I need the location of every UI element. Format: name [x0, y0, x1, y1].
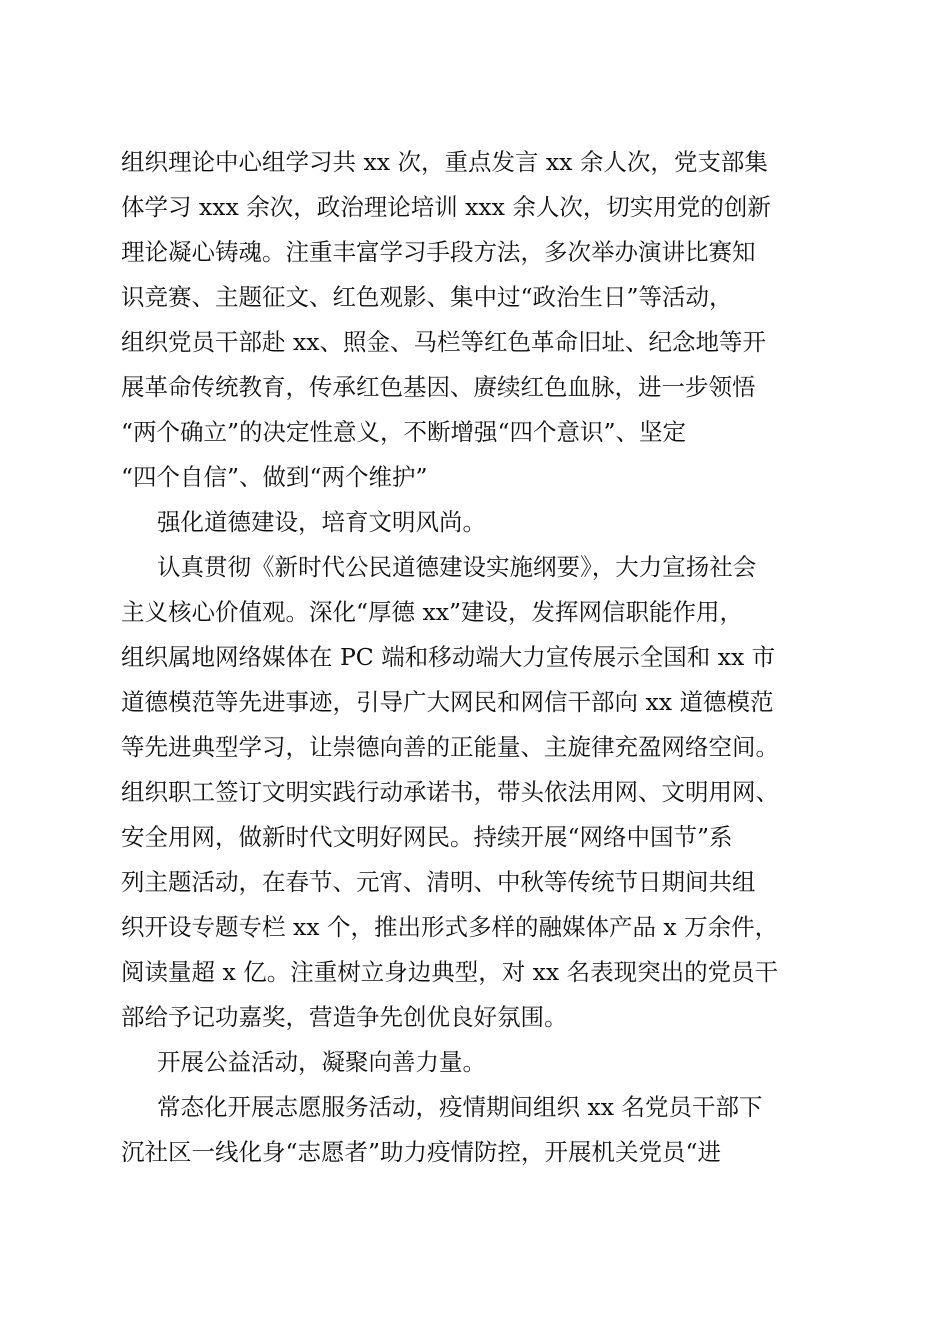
text-line: 阅读量超 x 亿。注重树立身边典型，对 xx 名表现突出的党员干 [121, 958, 779, 986]
text-line: 织开设专题专栏 xx 个，推出形式多样的融媒体产品 x 万余件， [121, 913, 779, 941]
text-line: 组织职工签订文明实践行动承诺书，带头依法用网、文明用网、 [121, 778, 779, 806]
text-line: 部给予记功嘉奖，营造争先创优良好氛围。 [121, 1003, 568, 1031]
paragraph-charity [121, 1085, 841, 1175]
heading-line: 开展公益活动，凝聚向善力量。 [157, 1048, 486, 1076]
text-line: 理论凝心铸魂。注重丰富学习手段方法，多次举办演讲比赛知 [121, 238, 756, 266]
text-line: 组织理论中心组学习共 xx 次，重点发言 xx 余人次，党支部集 [121, 148, 768, 176]
paragraph-theory-study [121, 140, 841, 500]
text-line: 等先进典型学习，让崇德向善的正能量、主旋律充盈网络空间。 [121, 733, 779, 761]
text-line: 列主题活动，在春节、元宵、清明、中秋等传统节日期间共组 [121, 868, 756, 896]
heading-line: 强化道德建设，培育文明风尚。 [157, 508, 486, 536]
text-line: 常态化开展志愿服务活动，疫情期间组织 xx 名党员干部下 [157, 1093, 763, 1121]
text-line: 组织党员干部赴 xx、照金、马栏等红色革命旧址、纪念地等开 [121, 328, 766, 356]
text-line: 展革命传统教育，传承红色基因、赓续红色血脉，进一步领悟 [121, 373, 756, 401]
text-line: 安全用网，做新时代文明好网民。持续开展“网络中国节”系 [121, 823, 733, 851]
document-body [121, 140, 841, 1175]
section-heading-morality [121, 500, 841, 545]
text-line: “四个自信”、做到“两个维护” [121, 463, 428, 491]
paragraph-morality [121, 545, 841, 1040]
text-line: 道德模范等先进事迹，引导广大网民和网信干部向 xx 道德模范 [121, 688, 774, 716]
section-heading-charity [121, 1040, 841, 1085]
text-line: “两个确立”的决定性意义，不断增强“四个意识”、坚定 [121, 418, 687, 446]
text-line: 沉社区一线化身“志愿者”助力疫情防控，开展机关党员“进 [121, 1138, 722, 1166]
text-line: 识竞赛、主题征文、红色观影、集中过“政治生日”等活动， [121, 283, 733, 311]
text-line: 组织属地网络媒体在 PC 端和移动端大力宣传展示全国和 xx 市 [121, 643, 776, 671]
text-line: 主义核心价值观。深化“厚德 xx”建设，发挥网信职能作用， [121, 598, 744, 626]
text-line: 体学习 xxx 余次，政治理论培训 xxx 余人次，切实用党的创新 [121, 193, 771, 221]
text-line: 认真贯彻《新时代公民道德建设实施纲要》，大力宣扬社会 [157, 553, 757, 581]
